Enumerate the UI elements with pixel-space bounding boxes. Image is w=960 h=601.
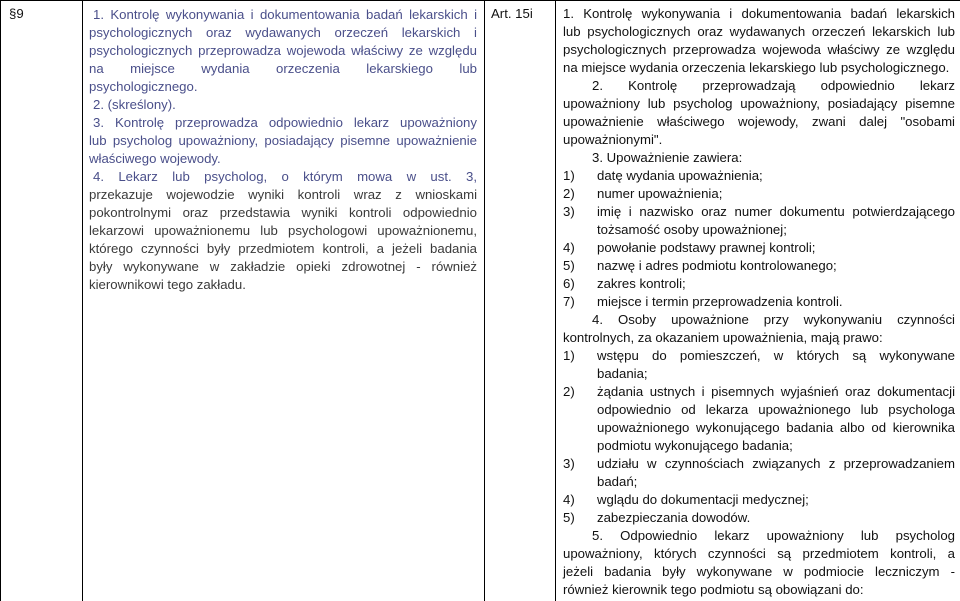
text-line: 4. Lekarz lub psycholog, o którym mowa w ust. 3, (93, 169, 477, 184)
text-line: tożsamość osoby upoważnionej; (597, 222, 787, 237)
new-text-cell (555, 0, 960, 601)
text-line: 3. Kontrolę przeprowadza odpowiednio lekarz upoważniony (93, 115, 477, 130)
list-number: 1) (563, 348, 575, 363)
list-number: 3) (563, 204, 575, 219)
text-line: właściwego wojewody. (89, 151, 221, 166)
text-line: pokontrolnymi oraz przedstawia wyniki kontroli odpowiednio (89, 205, 477, 220)
text-line: 4. Osoby upoważnione przy wykonywaniu czynności (592, 312, 955, 327)
text-line: upoważniony lub psycholog upoważniony, posiadający pisemne (563, 96, 955, 111)
text-line: datę wydania upoważnienia; (597, 168, 763, 183)
text-line: psychologicznych przeprowadza wojewoda właściwy ze względu (89, 43, 477, 58)
text-line: 1. Kontrolę wykonywania i dokumentowania badań lekarskich i (93, 7, 477, 22)
list-number: 2) (563, 384, 575, 399)
text-line: wstępu do pomieszczeń, w których są wykonywane (597, 348, 955, 363)
text-line: 2. (skreślony). (93, 97, 176, 112)
text-line: upoważnienie właściwego wojewody, zwani dalej "osobami (563, 114, 955, 129)
article-cell (484, 0, 555, 601)
text-line: 3. Upoważnienie zawiera: (592, 150, 743, 165)
text-line: odpowiednio od lekarza upoważnionego lub psychologa (597, 402, 955, 417)
text-line: podmiotu wykonującego badania; (597, 438, 793, 453)
list-number: 2) (563, 186, 575, 201)
text-line: jeżeli badania były wykonywane w podmiocie leczniczym - (563, 564, 955, 579)
list-number: 4) (563, 492, 575, 507)
text-line: lub psychologicznych oraz wydawanych orzeczeń lekarskich lub (563, 24, 955, 39)
text-line: 2. Kontrolę przeprowadzają odpowiednio lekarz (592, 78, 955, 93)
text-line: wglądu do dokumentacji medycznej; (597, 492, 809, 507)
section-cell (0, 0, 82, 601)
list-number: 4) (563, 240, 575, 255)
text-line: zakres kontroli; (597, 276, 686, 291)
text-line: udziału w czynnościach związanych z przeprowadzaniem (597, 456, 955, 471)
text-line: którego czynności były przedmiotem kontroli, a jeżeli badania (89, 241, 477, 256)
text-line: były wykonywane w zakładzie opieki zdrowotnej - również (89, 259, 477, 274)
text-line: 5. Odpowiednio lekarz upoważniony lub psycholog (592, 528, 955, 543)
text-line: psychologicznego. (89, 79, 198, 94)
text-line: imię i nazwisko oraz numer dokumentu potwierdzającego (597, 204, 955, 219)
text-line: upoważnionymi". (563, 132, 663, 147)
list-number: 5) (563, 258, 575, 273)
list-number: 6) (563, 276, 575, 291)
text-line: nazwę i adres podmiotu kontrolowanego; (597, 258, 837, 273)
old-text-cell (82, 0, 484, 601)
text-line: miejsce i termin przeprowadzenia kontroli. (597, 294, 843, 309)
text-line: lekarzowi upoważnionemu lub psychologowi upoważnionemu, (89, 223, 477, 238)
text-line: lub psycholog upoważniony, posiadający pisemne upoważnienie (89, 133, 477, 148)
text-line: zabezpieczania dowodów. (597, 510, 751, 525)
text-line: również kierownik tego podmiotu są obowiązani do: (563, 582, 864, 597)
text-line: psychologicznych oraz wydawanych orzeczeń lekarskich i (89, 25, 477, 40)
list-number: 1) (563, 168, 575, 183)
text-line: upoważniony, których czynności są przedmiotem kontroli, a (563, 546, 955, 561)
text-line: przekazuje wojewodzie wyniki kontroli wraz z wnioskami (89, 187, 477, 202)
section-label: §9 (9, 6, 24, 21)
text-line: kierownikowi tego zakładu. (89, 277, 246, 292)
text-line: na miejsce wydania orzeczenia lekarskiego lub (89, 61, 477, 76)
text-line: upoważnionego wykonującego badania albo od kierownika (597, 420, 955, 435)
text-line: psychologicznych przeprowadza wojewoda właściwy ze względu (563, 42, 955, 57)
text-line: 1. Kontrolę wykonywania i dokumentowania badań lekarskich (563, 6, 955, 21)
text-line: kontrolnych, za okazaniem upoważnienia, mają prawo: (563, 330, 883, 345)
text-line: badań; (597, 474, 638, 489)
list-number: 3) (563, 456, 575, 471)
text-line: powołanie podstawy prawnej kontroli; (597, 240, 816, 255)
list-number: 5) (563, 510, 575, 525)
text-line: żądania ustnych i pisemnych wyjaśnień oraz dokumentacji (597, 384, 955, 399)
article-label: Art. 15i (491, 6, 533, 21)
list-number: 7) (563, 294, 575, 309)
text-line: badania; (597, 366, 648, 381)
text-line: na miejsce wydania orzeczenia lekarskiego lub psychologicznego. (563, 60, 950, 75)
text-line: numer upoważnienia; (597, 186, 723, 201)
